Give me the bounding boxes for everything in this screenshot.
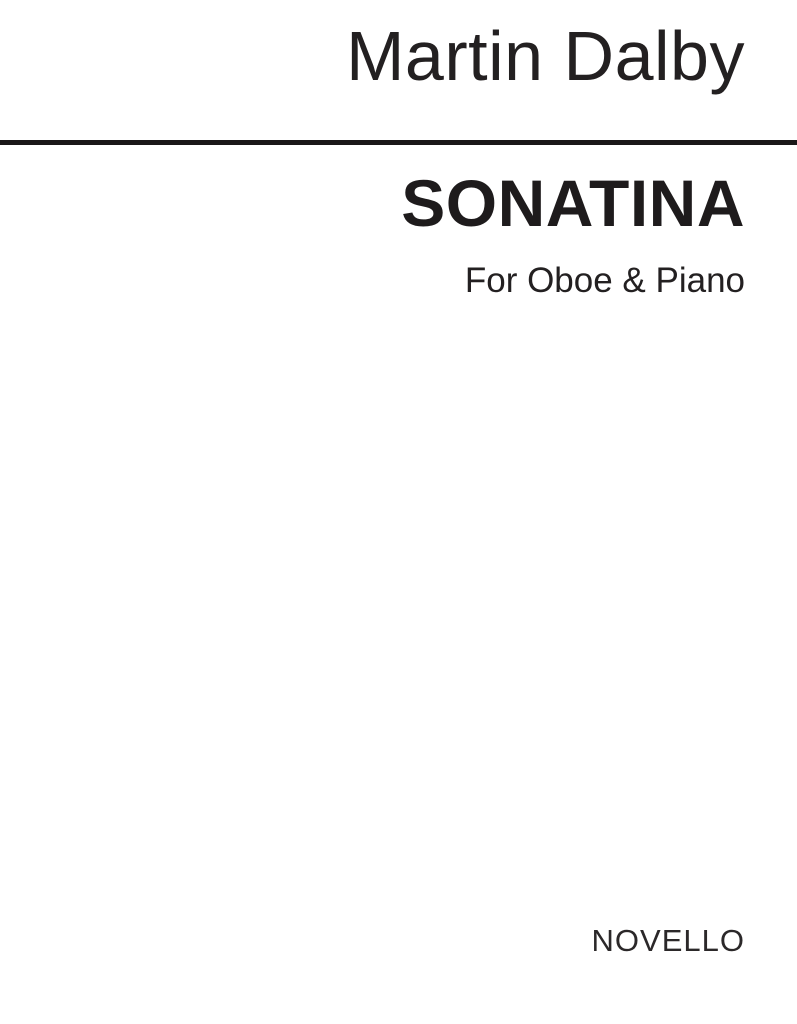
- horizontal-rule: [0, 140, 797, 145]
- instrumentation-subtitle: For Oboe & Piano: [464, 261, 745, 300]
- work-title: SONATINA: [401, 166, 745, 240]
- composer-name: Martin Dalby: [346, 17, 745, 95]
- publisher-logo: NOVELLO: [591, 923, 745, 958]
